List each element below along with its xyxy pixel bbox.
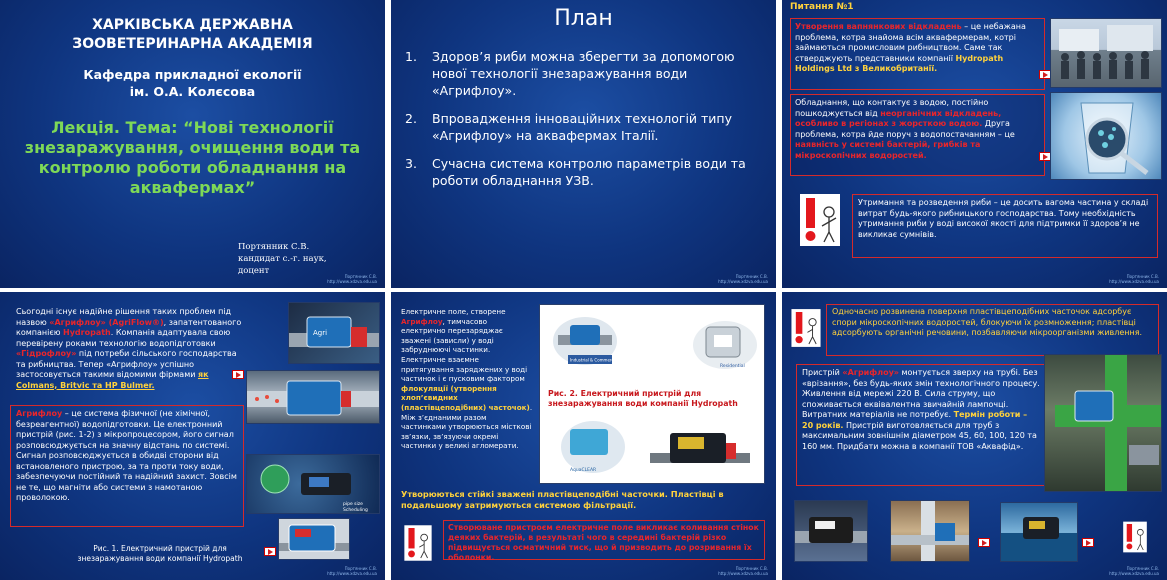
device-photo-1	[288, 302, 380, 364]
text-block-agriflow-system: Агрифлоу – це система фізичної (не хімічної, безреагентної) водопідготовки. Це електронний пристрій (рис. 1-2) з мікропроцесором, його сигнал розповсюджується на значну відстань по системі. Сигнал розповсюджується в обидві сторони від встановленого пристрою, за та проти току води, забезпечуючи постійний та надійний захист. Зовсім не те, що магніти або системи з намотаною проволокою.	[10, 405, 244, 527]
plan-title: План	[554, 6, 613, 31]
pipe-device-image	[289, 303, 380, 364]
arrow-icon	[1082, 538, 1094, 547]
author-block	[238, 241, 378, 277]
plan-item: 2. Впровадження інноваційних технологій типу «Агрифлоу» на аквафермах Італії.	[405, 111, 732, 143]
text-block-scale: Утворення вапнянкових відкладень – це небажана проблема, котра знайома всім аквафермерам, котрі займаються промисловим рибництвом. Саме так стверджують представники компанії Hydropath Holdings Ltd з Великобританії.	[790, 18, 1045, 90]
residential-device-image	[690, 315, 760, 371]
question-heading: Питання №1	[790, 2, 854, 12]
device-photo-3	[246, 454, 380, 514]
slide-footer: Портянник С.В. http://www.xdzva.edu.ua	[327, 274, 377, 284]
text-block-solution: Сьогодні існує надійне рішення таких проблем під назвою «Агрифлоу» (AgriFlow®), запатентованого компанією Hydropath. Компанія адаптувала свою перевірену роками технологію водопідготовки «Гідрофлоу» під потреби сільського господарства та рибництва. Тепер «Агрифлоу» успішно застосовується такими відомими фірмами як Colmans, Britvic та HP Bulmer.	[16, 307, 242, 390]
device-photo-c	[1000, 502, 1078, 562]
pipe-cutaway-image	[247, 371, 380, 424]
green-pipe-image	[1045, 355, 1162, 492]
svg-text:Residential: Residential	[720, 364, 745, 369]
slide-flocculation	[391, 292, 776, 580]
text-block-adsorption: Одночасно розвинена поверхня пластівцеподібних часточок адсорбує спори мікроскопічних водоростей, блокуючи їх розмноження; пластівці адсорбують органічні речовини, позбавляючи мікроорганізми живлення.	[826, 304, 1159, 356]
text-block-equipment: Обладнання, що контактує з водою, постійно пошкоджується від неорганічних відкладень, особливо в регіонах з жорсткою водою. Друга проблема, котра йде поруч з водопостачанням – це наявність у системі бактерій, грибків та мікроскопічних водоростей.	[790, 94, 1045, 176]
agriflow-device-image	[279, 519, 350, 560]
svg-text:Scheduling: Scheduling	[343, 508, 368, 513]
warning-icon	[403, 516, 433, 570]
lecture-title: Лекція. Тема: “Нові технології знезаражування, очищення води та контролю роботи обладнання на аквафермах”	[24, 118, 361, 197]
plan-item: 1. Здоров’я риби можна зберегти за допомогою нової технології знезаражування води «Агрифлоу».	[405, 49, 735, 98]
warning-icon	[798, 192, 842, 248]
slide-installation	[782, 292, 1167, 580]
slide-footer: Портянник С.В. http://www.xdzva.edu.ua	[718, 566, 768, 576]
slide-title	[0, 0, 385, 288]
slide-footer: Портянник С.В. http://www.xdzva.edu.ua	[1109, 274, 1159, 284]
svg-text:Industrial & Commercial: Industrial & Commercial	[570, 357, 619, 363]
department-line1: Кафедра прикладної екології	[83, 67, 302, 82]
slide-agriflow-intro	[0, 292, 385, 580]
device-photo-a	[794, 500, 868, 562]
slide-question-1	[782, 0, 1167, 288]
text-block-electric-field: Електричне поле, створене Агрифлоу, тимчасово електрично перезаряджає зважені (зависли) у воді забруднюючі частинки. Електричне взаємне притягування заряджених у воді частинок і є пусковим фактором флокуляції (утворення хлоп’євидних (пластівцеподібних) часточок). Між з’єднаними разом частинками утворюються місткові зв’язки, зв’язуючи окремі частинки у великі агломерати.	[401, 307, 533, 451]
department-line2: ім. О.А. Колєсова	[129, 84, 256, 99]
meter-device-image	[795, 501, 868, 562]
pipe-installation-photo	[1044, 354, 1162, 492]
arrow-icon	[978, 538, 990, 547]
people-photo	[1050, 18, 1162, 88]
author-title: доцент	[238, 266, 270, 276]
figure-caption: Рис. 2. Електричний пристрій для знезаражування води компанії Hydropath	[548, 389, 738, 408]
device-photo-b	[890, 500, 970, 562]
installed-device-image	[247, 455, 380, 514]
device-photo-4	[278, 518, 350, 560]
figure-caption: Рис. 1. Електричний пристрій для знезаражування води компанії Hydropath	[77, 544, 243, 563]
aquaclear-device-image	[558, 417, 628, 479]
department-name	[20, 66, 365, 100]
arrow-icon	[232, 370, 244, 379]
device-photo-2	[246, 370, 380, 424]
aquaculture-tank-image	[1001, 503, 1078, 562]
slide-footer: Портянник С.В. http://www.xdzva.edu.ua	[327, 566, 377, 576]
institution-name: ХАРКІВСЬКА ДЕРЖАВНА ЗООВЕТЕРИНАРНА АКАДЕМІЯ	[72, 17, 313, 52]
text-block-mounting: Пристрій «Агрифлоу» монтується зверху на трубі. Без «врізання», без будь-яких змін технологічного процесу. Живлення від мережі 220 В. Сила струму, що споживається еквівалентна звичайній лампочці. Витратних матеріалів не потребує. Термін роботи – 20 років. Пристрій виготовляється для труб з максимальним зовнішнім діаметром 45, 60, 100, 120 та 160 мм. Придбати можна в компанії ТОВ «Аквафід».	[796, 364, 1046, 486]
slide-footer: Портянник С.В. http://www.xdzva.edu.ua	[718, 274, 768, 284]
plan-list	[405, 48, 767, 200]
factory-people-image	[1051, 19, 1162, 88]
author-degree: кандидат с.-г. наук,	[238, 254, 327, 264]
svg-text:AquaCLEAR: AquaCLEAR	[570, 468, 597, 473]
industrial-device-image	[550, 311, 620, 367]
svg-text:pipe size: pipe size	[343, 502, 363, 507]
figure-panel	[539, 304, 765, 484]
text-block-flakes: Утворюються стійкі зважені пластівцеподібні часточки. Пластівці в подальшому затримуються системою фільтрації.	[401, 489, 724, 510]
warning-icon	[1122, 514, 1148, 560]
text-block-fish-keeping: Утримання та розведення риби – це досить вагома частина у складі витрат будь-якого рибницького господарства. Тому необхідність утримання риби у воді високої якості для підтримки її здоров’я не викликає сумнівів.	[852, 194, 1158, 258]
water-glass-image	[1051, 93, 1162, 180]
water-glass-photo	[1050, 92, 1162, 180]
plan-item: 3. Сучасна система контролю параметрів води та роботи обладнання УЗВ.	[405, 156, 746, 188]
warning-icon	[790, 300, 822, 356]
pipe-room-image	[891, 501, 970, 562]
agriflow-device-image	[650, 425, 750, 479]
svg-text:Agri: Agri	[313, 329, 328, 337]
text-block-bacteria: Створюване пристроєм електричне поле викликає коливання стінок деяких бактерій, в результаті чого в середині бактерій різко підвищується осматичний тиск, що й призводить до розривання їх оболонки.	[443, 520, 765, 560]
slide-footer: Портянник С.В. http://www.xdzva.edu.ua	[1109, 566, 1159, 576]
author-name: Портянник С.В.	[238, 242, 310, 252]
slide-plan	[391, 0, 776, 288]
arrow-icon	[264, 547, 276, 556]
